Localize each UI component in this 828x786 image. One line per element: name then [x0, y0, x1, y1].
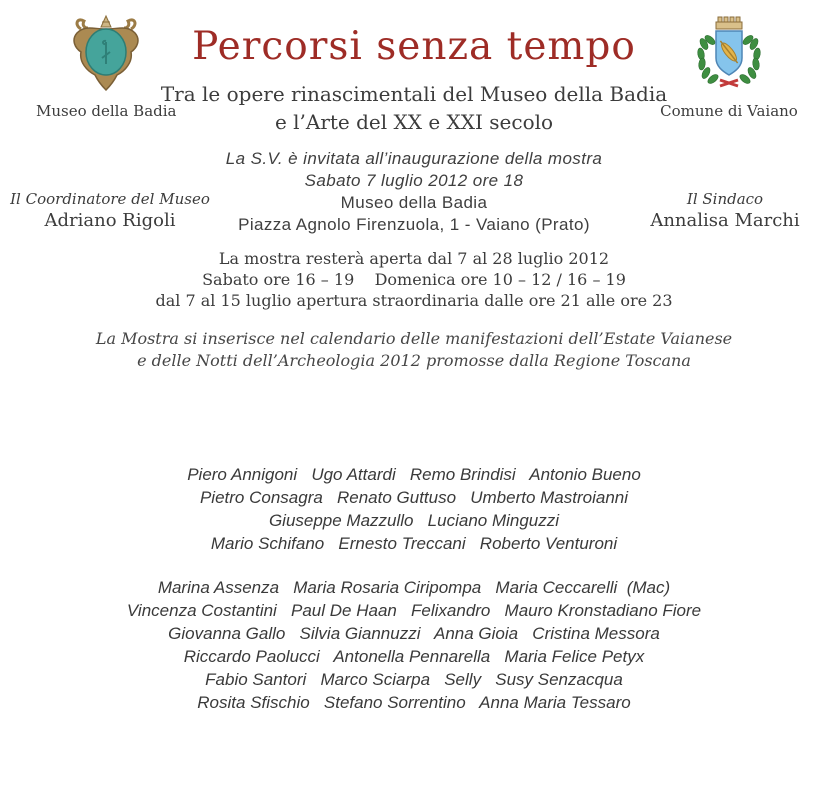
- festival-note: [0, 328, 828, 372]
- page-title: Percorsi senza tempo: [192, 24, 636, 69]
- artists-contemporary-line: Riccardo Paolucci Antonella Pennarella Maria Felice Petyx: [183, 647, 645, 666]
- mayor-name: Annalisa Marchi: [650, 210, 800, 231]
- invitation-line-1: La S.V. è invitata all’inaugurazione della mostra: [225, 149, 603, 168]
- artists-contemporary-line: Marina Assenza Maria Rosaria Ciripompa Maria Ceccarelli (Mac): [157, 578, 671, 597]
- subtitle-line-2: e l’Arte del XX e XXI secolo: [274, 110, 554, 134]
- artists-contemporary-line: Giovanna Gallo Silvia Giannuzzi Anna Gioia Cristina Messora: [168, 624, 660, 643]
- opening-hours-block: [0, 248, 828, 311]
- artists-contemporary-list: [0, 576, 828, 714]
- artists-historical-list: [0, 463, 828, 555]
- artists-contemporary-line: Rosita Sfischio Stefano Sorrentino Anna Maria Tessaro: [197, 693, 631, 712]
- mayor-role: Il Sindaco: [686, 190, 764, 208]
- note-line-2: e delle Notti dell’Archeologia 2012 promosse dalla Regione Toscana: [137, 351, 691, 370]
- invitation-venue: Museo della Badia: [340, 193, 488, 212]
- artists-contemporary-line: Fabio Santori Marco Sciarpa Selly Susy Senzacqua: [205, 670, 623, 689]
- artists-historical-line: Pietro Consagra Renato Guttuso Umberto Mastroianni: [199, 488, 629, 507]
- artists-contemporary-line: Vincenza Costantini Paul De Haan Felixandro Mauro Kronstadiano Fiore: [126, 601, 702, 620]
- page-subtitle: [0, 80, 828, 136]
- note-line-1: La Mostra si inserisce nel calendario delle manifestazioni dell’Estate Vaianese: [95, 329, 733, 348]
- coordinator-role: Il Coordinatore del Museo: [10, 190, 210, 208]
- artists-historical-line: Piero Annigoni Ugo Attardi Remo Brindisi Antonio Bueno: [187, 465, 641, 484]
- invitation-line-2: Sabato 7 luglio 2012 ore 18: [304, 171, 524, 190]
- invitation-address: Piazza Agnolo Firenzuola, 1 - Vaiano (Prato): [238, 215, 590, 234]
- artists-historical-line: Giuseppe Mazzullo Luciano Minguzzi: [268, 511, 560, 530]
- mayor-signature: [630, 190, 820, 233]
- hours-line-3: dal 7 al 15 luglio apertura straordinaria dalle ore 21 alle ore 23: [155, 291, 673, 310]
- hours-line-1: La mostra resterà aperta dal 7 al 28 luglio 2012: [218, 249, 610, 268]
- coordinator-name: Adriano Rigoli: [44, 210, 176, 231]
- artists-historical-line: Mario Schifano Ernesto Treccani Roberto Venturoni: [210, 534, 618, 553]
- museo-badia-label: Museo della Badia: [36, 102, 177, 120]
- comune-vaiano-label: Comune di Vaiano: [660, 102, 798, 120]
- subtitle-line-1: Tra le opere rinascimentali del Museo della Badia: [160, 82, 668, 106]
- coordinator-signature: [10, 190, 210, 233]
- hours-line-2: Sabato ore 16 – 19 Domenica ore 10 – 12 / 16 – 19: [202, 270, 626, 289]
